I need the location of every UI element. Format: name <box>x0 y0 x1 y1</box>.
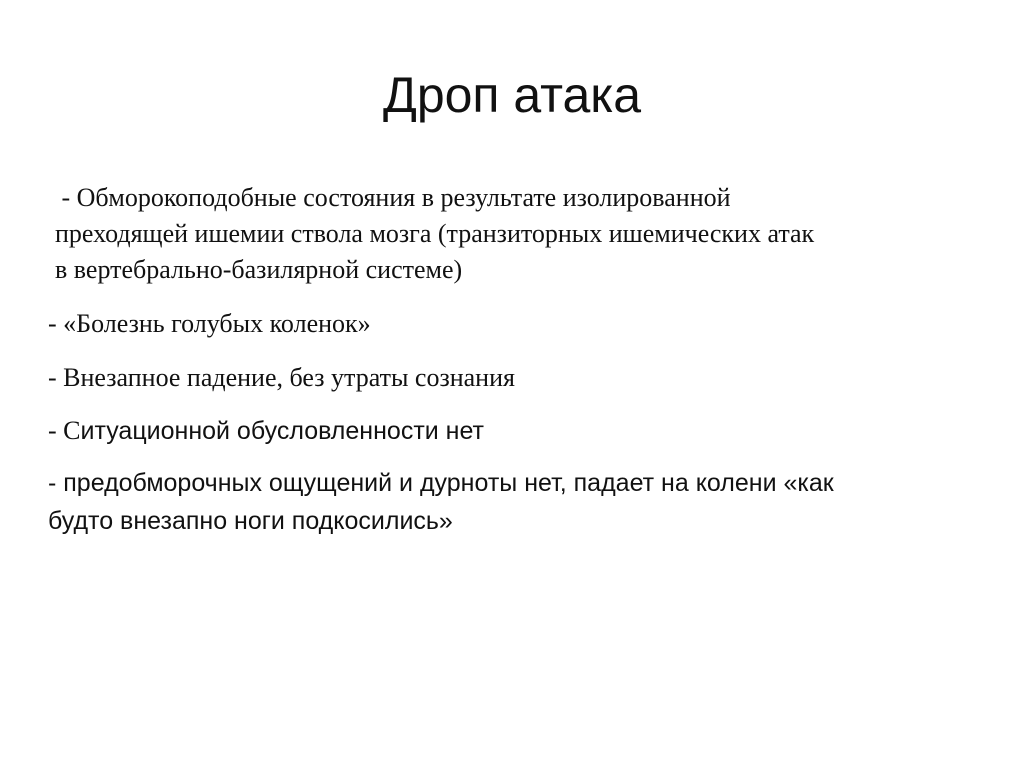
slide-title: Дроп атака <box>382 67 642 123</box>
bullet-5-line-1: - предобморочных ощущений и дурноты нет, падает на колени «как <box>48 469 834 497</box>
bullet-2: - «Болезнь голубых коленок» <box>48 309 371 338</box>
bullet-5-line-2: будто внезапно ноги подкосились» <box>48 507 453 535</box>
bullet-5 <box>48 464 978 540</box>
bullet-1-line-3: в вертебрально-базилярной системе) <box>55 255 463 284</box>
bullet-4-rest: итуационной обусловленности нет <box>80 417 485 445</box>
bullet-4-prefix: - С <box>48 416 81 445</box>
bullet-3: - Внезапное падение, без утраты сознания <box>48 363 515 392</box>
bullet-1-line-1: - Обморокоподобные состояния в результате изолированной <box>55 183 731 212</box>
bullet-4 <box>48 412 968 450</box>
bullet-1 <box>55 180 975 288</box>
bullet-1-line-2: преходящей ишемии ствола мозга (транзиторных ишемических атак <box>55 219 815 248</box>
